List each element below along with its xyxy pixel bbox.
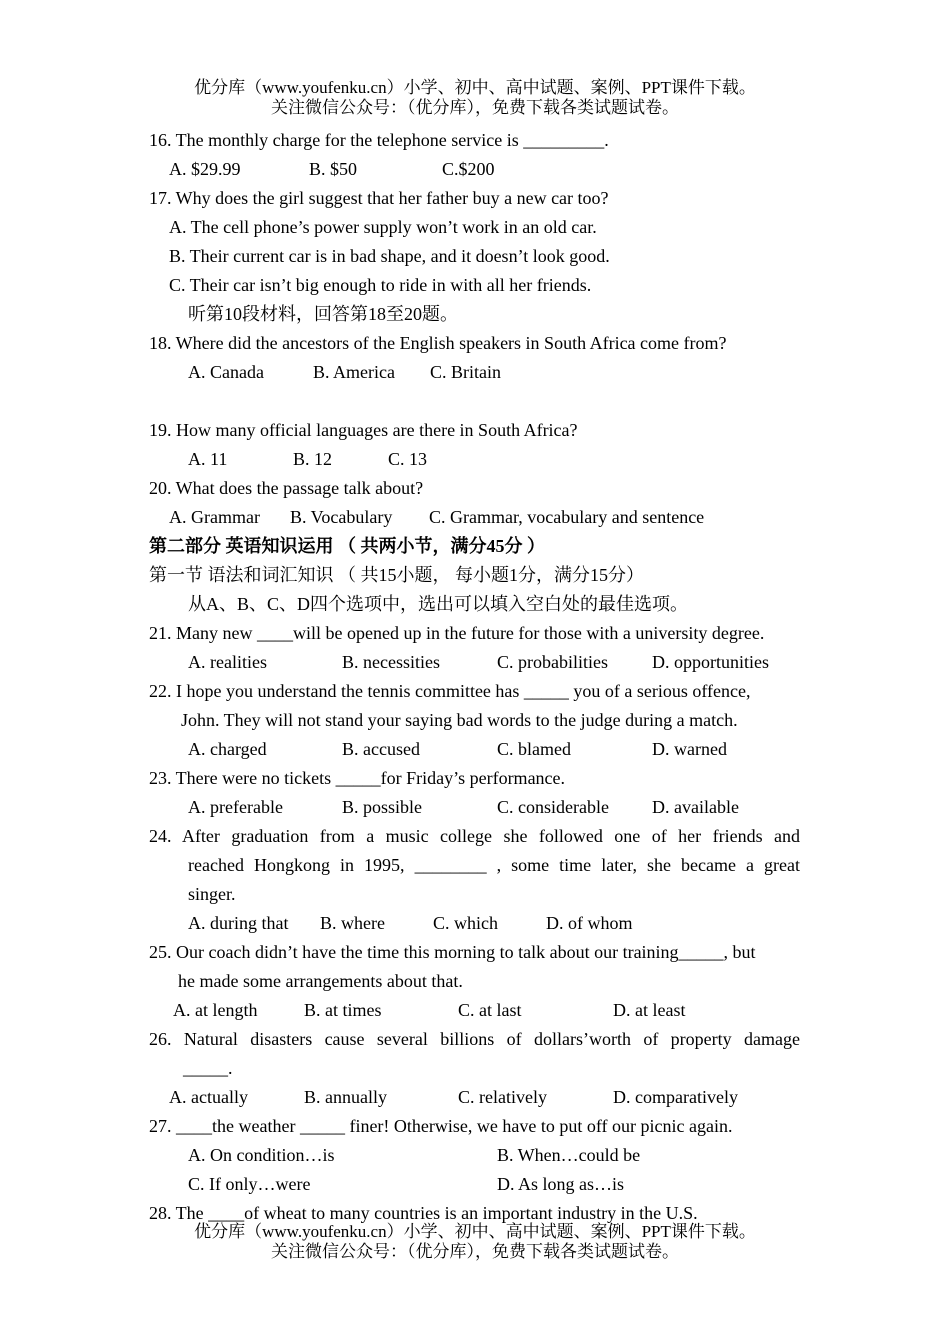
section-1-instruction: 从A、B、C、D四个选项中，选出可以填入空白处的最佳选项。 (188, 594, 689, 614)
question-18-stem: 18. Where did the ancestors of the English speakers in South Africa come from? (149, 333, 727, 353)
q24-option-c: C. which (433, 913, 498, 933)
question-22-options (149, 735, 814, 764)
q27-option-b: B. When…could be (497, 1145, 641, 1165)
q18-option-b: B. America (313, 362, 395, 382)
question-24-stem-1: 24. After graduation from a music college she followed one of her friends and (149, 826, 800, 846)
question-16-options (149, 155, 814, 184)
question-19-stem: 19. How many official languages are there in South Africa? (149, 420, 578, 440)
q16-option-a: A. $29.99 (169, 159, 241, 179)
question-27-stem: 27. ____the weather _____ finer! Otherwise, we have to put off our picnic again. (149, 1116, 733, 1136)
q17-option-a: A. The cell phone’s power supply won’t work in an old car. (169, 217, 597, 237)
section-1-title: 第一节 语法和词汇知识 （ 共15小题， 每小题1分，满分15分） (149, 565, 644, 585)
question-24-stem-3: singer. (188, 884, 236, 904)
q23-option-a: A. preferable (188, 797, 283, 817)
q21-option-b: B. necessities (342, 652, 440, 672)
q25-option-b: B. at times (304, 1000, 382, 1020)
q20-option-c: C. Grammar, vocabulary and sentence (429, 507, 705, 527)
question-26-stem-1: 26. Natural disasters cause several billions of dollars’worth of property damage (149, 1029, 800, 1049)
question-20-stem: 20. What does the passage talk about? (149, 478, 424, 498)
question-26-options (149, 1083, 814, 1112)
q25-option-c: C. at last (458, 1000, 522, 1020)
q22-option-b: B. accused (342, 739, 420, 759)
question-24-stem-2: reached Hongkong in 1995, ________ , some time later, she became a great (188, 855, 800, 875)
q19-option-b: B. 12 (293, 449, 333, 469)
page-header (0, 78, 950, 118)
question-27-options-row-2 (149, 1170, 814, 1199)
question-22-stem-1: 22. I hope you understand the tennis committee has _____ you of a serious offence, (149, 681, 751, 701)
question-16-stem: 16. The monthly charge for the telephone service is _________. (149, 130, 609, 150)
q22-option-d: D. warned (652, 739, 727, 759)
q21-option-a: A. realities (188, 652, 267, 672)
q21-option-d: D. opportunities (652, 652, 769, 672)
q22-option-a: A. charged (188, 739, 267, 759)
page-footer (0, 1222, 950, 1262)
spacer (149, 387, 814, 416)
question-26-stem-2: _____. (183, 1058, 233, 1078)
question-23-stem: 23. There were no tickets _____for Friday’s performance. (149, 768, 566, 788)
q17-option-b: B. Their current car is in bad shape, and it doesn’t look good. (169, 246, 610, 266)
footer-line-1: 优分库（www.youfenku.cn）小学、初中、高中试题、案例、PPT课件下载。 (194, 1222, 756, 1241)
q20-option-a: A. Grammar (169, 507, 260, 527)
question-19-options (149, 445, 814, 474)
q24-option-a: A. during that (188, 913, 289, 933)
q27-option-c: C. If only…were (188, 1174, 311, 1194)
q26-option-a: A. actually (169, 1087, 248, 1107)
question-18-options (149, 358, 814, 387)
q19-option-c: C. 13 (388, 449, 428, 469)
header-line-1: 优分库（www.youfenku.cn）小学、初中、高中试题、案例、PPT课件下载。 (194, 78, 756, 97)
q23-option-c: C. considerable (497, 797, 609, 817)
q23-option-d: D. available (652, 797, 739, 817)
question-17-stem: 17. Why does the girl suggest that her father buy a new car too? (149, 188, 609, 208)
q25-option-d: D. at least (613, 1000, 686, 1020)
q27-option-d: D. As long as…is (497, 1174, 625, 1194)
header-line-2: 关注微信公众号：（优分库），免费下载各类试题试卷。 (271, 98, 679, 117)
q26-option-c: C. relatively (458, 1087, 547, 1107)
question-21-options (149, 648, 814, 677)
question-22-stem-2: John. They will not stand your saying bad words to the judge during a match. (181, 710, 738, 730)
listening-instruction-10: 听第10段材料，回答第18至20题。 (188, 304, 458, 324)
q26-option-b: B. annually (304, 1087, 387, 1107)
q16-option-c: C.$200 (442, 159, 495, 179)
question-24-options (149, 909, 814, 938)
question-23-options (149, 793, 814, 822)
question-20-options (149, 503, 814, 532)
question-27-options-row-1 (149, 1141, 814, 1170)
q23-option-b: B. possible (342, 797, 423, 817)
part-2-title: 第二部分 英语知识运用 （ 共两小节，满分45分 ） (149, 536, 545, 556)
q27-option-a: A. On condition…is (188, 1145, 335, 1165)
question-28-stem: 28. The ____of wheat to many countries is an important industry in the U.S. (149, 1203, 698, 1223)
q18-option-a: A. Canada (188, 362, 264, 382)
q24-option-d: D. of whom (546, 913, 633, 933)
q19-option-a: A. 11 (188, 449, 228, 469)
q16-option-b: B. $50 (309, 159, 358, 179)
q18-option-c: C. Britain (430, 362, 501, 382)
q26-option-d: D. comparatively (613, 1087, 738, 1107)
question-25-options (149, 996, 814, 1025)
question-25-stem-1: 25. Our coach didn’t have the time this morning to talk about our training_____, but (149, 942, 756, 962)
q22-option-c: C. blamed (497, 739, 571, 759)
footer-line-2: 关注微信公众号：（优分库），免费下载各类试题试卷。 (271, 1242, 679, 1261)
q25-option-a: A. at length (173, 1000, 258, 1020)
q24-option-b: B. where (320, 913, 385, 933)
q20-option-b: B. Vocabulary (290, 507, 393, 527)
q17-option-c: C. Their car isn’t big enough to ride in with all her friends. (169, 275, 592, 295)
exam-content (149, 126, 814, 1228)
question-25-stem-2: he made some arrangements about that. (178, 971, 463, 991)
question-21-stem: 21. Many new ____will be opened up in the future for those with a university degree. (149, 623, 765, 643)
q21-option-c: C. probabilities (497, 652, 608, 672)
